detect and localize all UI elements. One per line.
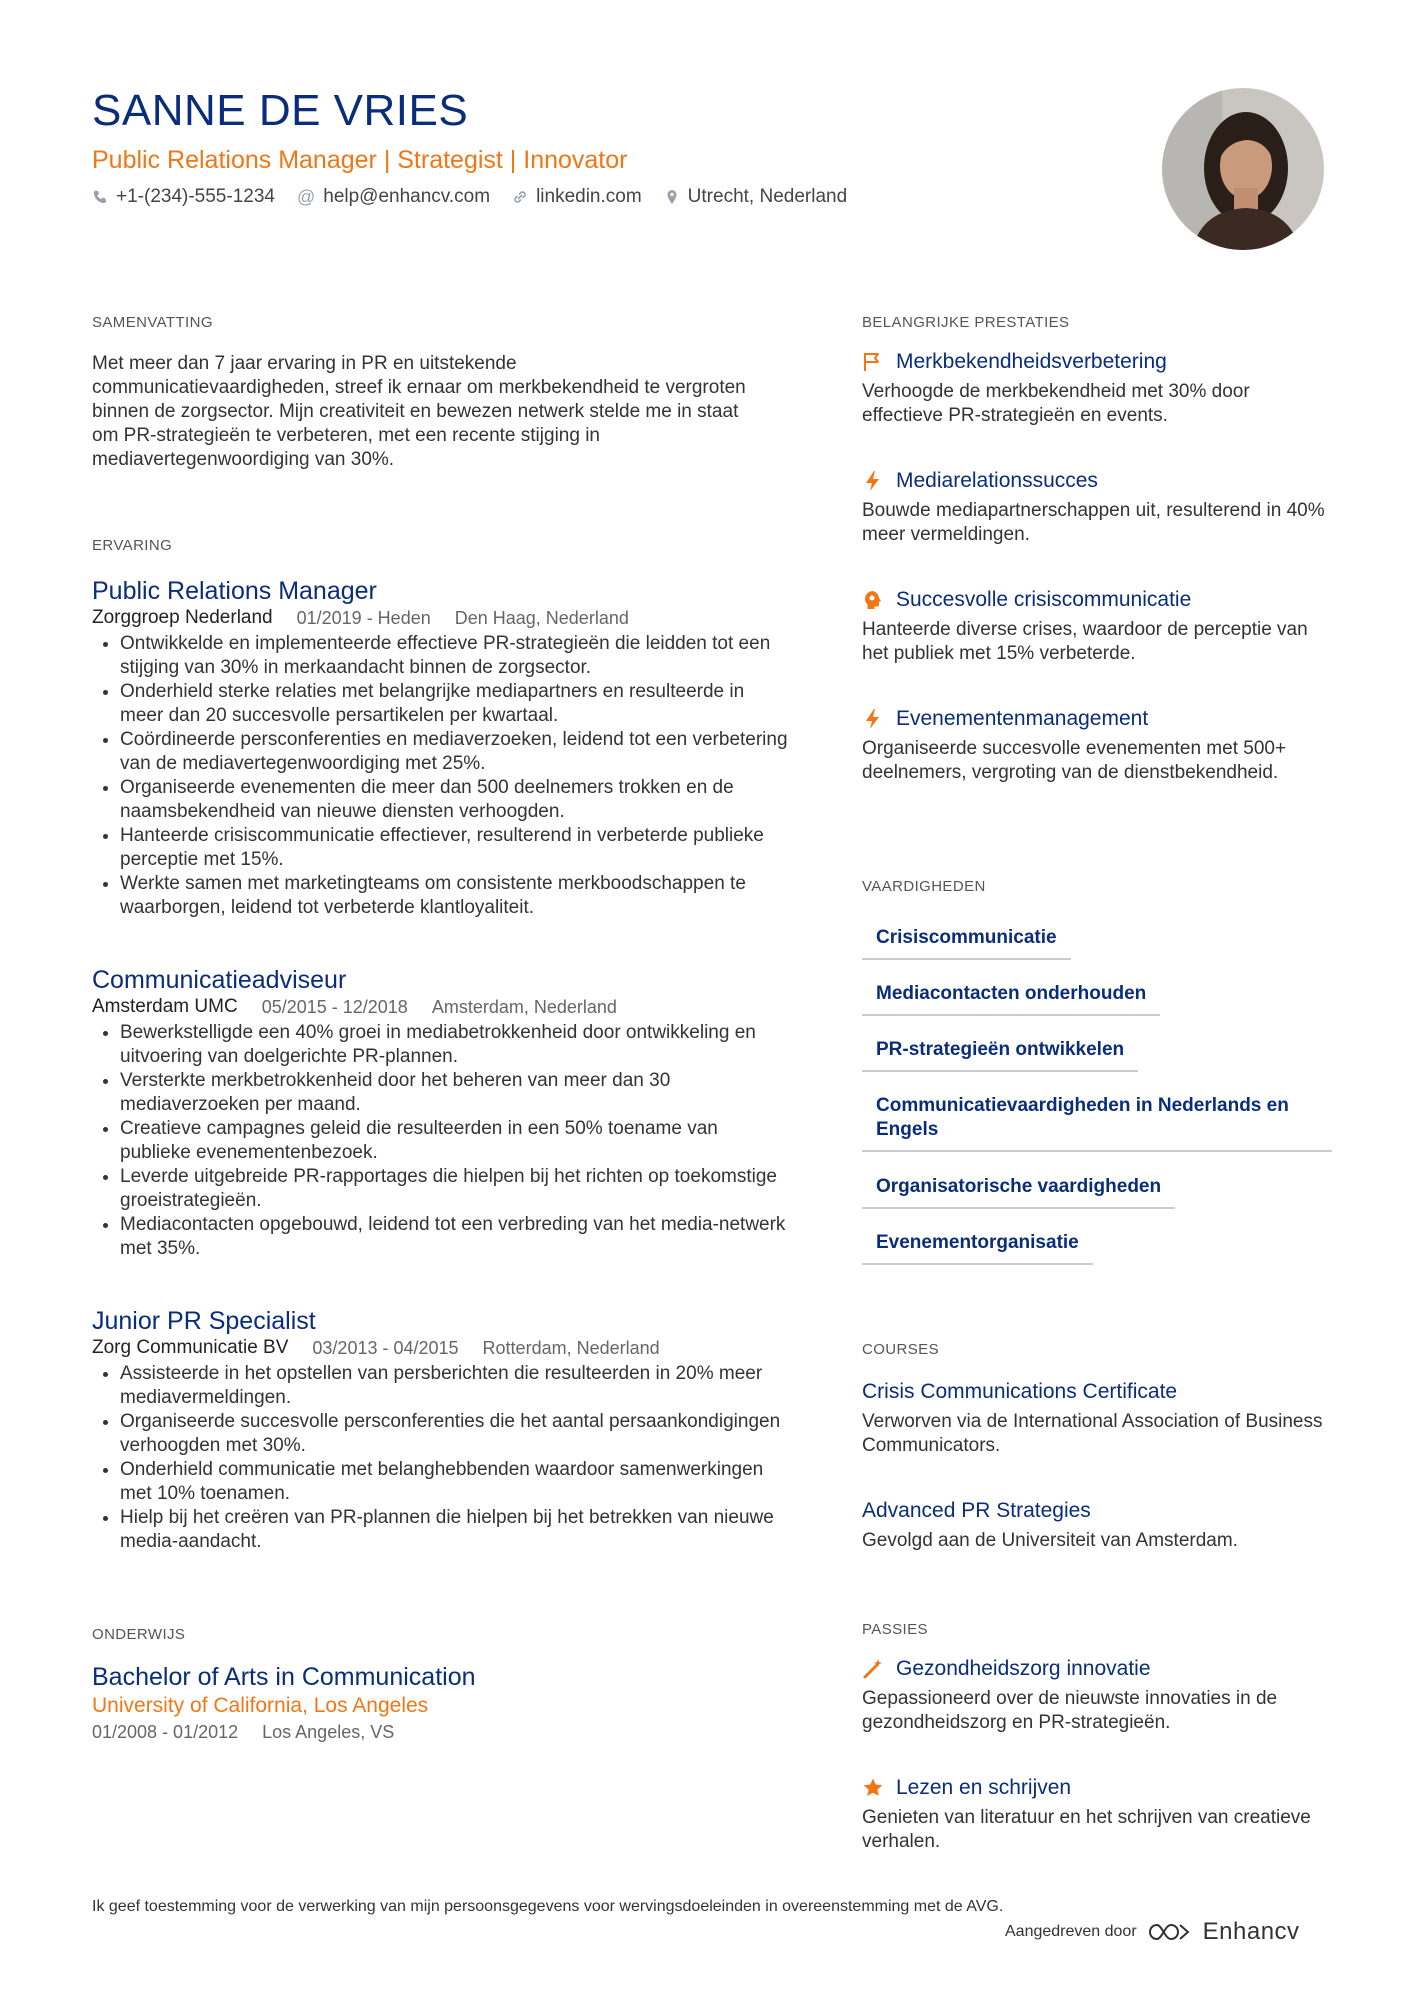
- link-icon: [512, 189, 528, 205]
- achievement-title: Merkbekendheidsverbetering: [896, 350, 1167, 373]
- candidate-headline: Public Relations Manager | Strategist | Innovator: [92, 146, 628, 174]
- job-bullet: • Versterkte merkbetrokkenheid door het beheren van meer dan 30 mediaverzoeken per maand.: [120, 1069, 792, 1117]
- job-bullet: • Bewerkstelligde een 40% groei in mediabetrokkenheid door ontwikkeling en uitvoering van doelgerichte PR-plannen.: [120, 1021, 792, 1069]
- skill-tag-wrap: [862, 982, 1332, 1016]
- achievement-title: Mediarelationssucces: [896, 469, 1098, 492]
- phone-text: +1-(234)-555-1234: [116, 186, 275, 207]
- contact-linkedin[interactable]: [512, 186, 642, 208]
- job-company: Zorggroep Nederland: [92, 607, 273, 628]
- education-meta: [92, 1720, 792, 1744]
- powered-by-label: Aangedreven door: [1005, 1923, 1137, 1940]
- section-heading-passions: PASSIES: [862, 1621, 928, 1638]
- powered-by: [1005, 1918, 1300, 1946]
- skill-tag: Evenementorganisatie: [862, 1231, 1093, 1265]
- skill-tag: Mediacontacten onderhouden: [862, 982, 1160, 1016]
- job-dates: 01/2019 - Heden: [296, 608, 431, 628]
- email-text: help@enhancv.com: [323, 186, 491, 207]
- section-heading-skills: VAARDIGHEDEN: [862, 878, 986, 895]
- job-meta: [92, 1336, 792, 1360]
- job-location: Amsterdam, Nederland: [431, 997, 617, 1017]
- achievement-item: [862, 705, 1332, 785]
- contact-phone[interactable]: [92, 186, 275, 208]
- job-bullet: • Werkte samen met marketingteams om consistente merkboodschappen te waarborgen, leidend tot verbeterde klantloyaliteit.: [120, 872, 792, 920]
- course-title: Advanced PR Strategies: [862, 1499, 1091, 1522]
- lightning-icon: [862, 708, 884, 730]
- course-title: Crisis Communications Certificate: [862, 1380, 1178, 1403]
- job-entry: [92, 1306, 792, 1554]
- flag-icon: [862, 351, 884, 373]
- job-bullet: • Mediacontacten opgebouwd, leidend tot een verbreding van het media-netwerk met 35%.: [120, 1213, 792, 1261]
- job-dates: 05/2015 - 12/2018: [261, 997, 408, 1017]
- skill-tag-wrap: [862, 1038, 1332, 1072]
- job-bullet: • Hielp bij het creëren van PR-plannen die hielpen bij het betrekken van nieuwe media-aandacht.: [120, 1506, 792, 1554]
- summary-text: Met meer dan 7 jaar ervaring in PR en uitstekende communicatievaardigheden, streef ik ernaar om merkbekendheid te vergroten binnen de zorgsector. Mijn creativiteit en bewezen netwerk stelde me in staat om PR-strategieën te verbeteren, met een recente stijging in mediavertegenwoordiging van 30%.: [92, 353, 746, 470]
- achievement-item: [862, 348, 1332, 428]
- section-heading-experience: ERVARING: [92, 537, 173, 554]
- job-bullet: • Organiseerde evenementen die meer dan 500 deelnemers trokken en de naamsbekendheid van nieuwe diensten verhoogden.: [120, 776, 792, 824]
- section-heading-courses: COURSES: [862, 1341, 939, 1358]
- job-dates: 03/2013 - 04/2015: [312, 1338, 459, 1358]
- achievement-item: [862, 586, 1332, 666]
- job-location: Den Haag, Nederland: [454, 608, 629, 628]
- job-entry: [92, 965, 792, 1261]
- job-bullet: • Creatieve campagnes geleid die resulteerden in een 50% toename van publieke evenementenbezoek.: [120, 1117, 792, 1165]
- section-heading-summary: SAMENVATTING: [92, 314, 213, 331]
- phone-icon: [92, 189, 108, 205]
- job-bullets: [92, 632, 792, 920]
- course-item: [862, 1378, 1332, 1458]
- achievement-desc: Verhoogde de merkbekendheid met 30% door effectieve PR-strategieën en events.: [862, 381, 1250, 426]
- location-text: Utrecht, Nederland: [687, 186, 848, 207]
- job-bullet: • Onderhield sterke relaties met belangrijke mediapartners en resulteerde in meer dan 20 succesvolle persartikelen per kwartaal.: [120, 680, 792, 728]
- education-location: Los Angeles, VS: [262, 1722, 395, 1742]
- at-icon: @: [296, 186, 316, 207]
- brand-name[interactable]: Enhancv: [1202, 1918, 1300, 1945]
- contact-email[interactable]: [297, 186, 490, 208]
- consent-text: Ik geef toestemming voor de verwerking van mijn persoonsgegevens voor wervingsdoeleinden in overeenstemming met de AVG.: [92, 1898, 1004, 1915]
- job-bullet: • Organiseerde succesvolle persconferenties die het aantal persaankondigingen verhoogden met 30%.: [120, 1410, 792, 1458]
- magic-wand-icon: [862, 1658, 884, 1680]
- linkedin-text: linkedin.com: [536, 186, 642, 207]
- passion-title: Gezondheidszorg innovatie: [896, 1657, 1151, 1680]
- skill-tag: Organisatorische vaardigheden: [862, 1175, 1175, 1209]
- job-title: Communicatieadviseur: [92, 966, 347, 994]
- skill-tag: PR-strategieën ontwikkelen: [862, 1038, 1138, 1072]
- education-entry: [92, 1662, 792, 1744]
- achievement-title: Evenementenmanagement: [896, 707, 1149, 730]
- enhancv-logo-icon: [1147, 1921, 1193, 1943]
- achievement-desc: Hanteerde diverse crises, waardoor de perceptie van het publiek met 15% verbeterde.: [862, 619, 1308, 664]
- achievement-desc: Bouwde mediapartnerschappen uit, resulterend in 40% meer vermeldingen.: [862, 500, 1325, 545]
- contact-location: [664, 186, 847, 208]
- job-entry: [92, 576, 792, 920]
- passion-item: [862, 1774, 1332, 1854]
- school: University of California, Los Angeles: [92, 1694, 429, 1717]
- education-dates: 01/2008 - 01/2012: [92, 1722, 239, 1742]
- profile-photo: [1162, 88, 1324, 250]
- job-bullet: • Ontwikkelde en implementeerde effectieve PR-strategieën die leidden tot een stijging van 30% in merkaandacht binnen de zorgsector.: [120, 632, 792, 680]
- skill-tag-wrap: [862, 1094, 1332, 1152]
- passion-title: Lezen en schrijven: [896, 1776, 1072, 1799]
- lightning-icon: [862, 470, 884, 492]
- job-title: Junior PR Specialist: [92, 1307, 316, 1335]
- star-icon: [862, 1777, 884, 1799]
- job-company: Zorg Communicatie BV: [92, 1337, 289, 1358]
- skill-tag-wrap: [862, 1231, 1332, 1265]
- skill-tag: Crisiscommunicatie: [862, 926, 1071, 960]
- passion-desc: Gepassioneerd over de nieuwste innovaties in de gezondheidszorg en PR-strategieën.: [862, 1688, 1278, 1733]
- skill-tag: Communicatievaardigheden in Nederlands en Engels: [862, 1094, 1332, 1152]
- achievement-title: Succesvolle crisiscommunicatie: [896, 588, 1192, 611]
- skill-tag-wrap: [862, 1175, 1332, 1209]
- contact-bar: [92, 186, 847, 208]
- section-heading-achievements: BELANGRIJKE PRESTATIES: [862, 314, 1070, 331]
- passion-desc: Genieten van literatuur en het schrijven van creatieve verhalen.: [862, 1807, 1311, 1852]
- skill-tag-wrap: [862, 926, 1332, 960]
- job-location: Rotterdam, Nederland: [482, 1338, 660, 1358]
- achievement-item: [862, 467, 1332, 547]
- job-meta: [92, 606, 792, 630]
- passion-item: [862, 1655, 1332, 1735]
- job-bullet: • Assisteerde in het opstellen van persberichten die resulteerden in 20% meer mediavermeldingen.: [120, 1362, 792, 1410]
- job-bullet: • Hanteerde crisiscommunicatie effectiever, resulterend in verbeterde publieke perceptie met 15%.: [120, 824, 792, 872]
- job-bullets: [92, 1021, 792, 1261]
- course-desc: Verworven via de International Association of Business Communicators.: [862, 1411, 1323, 1456]
- job-company: Amsterdam UMC: [92, 996, 238, 1017]
- job-bullets: [92, 1362, 792, 1554]
- job-bullet: • Onderhield communicatie met belanghebbenden waardoor samenwerkingen met 10% toenamen.: [120, 1458, 792, 1506]
- degree: Bachelor of Arts in Communication: [92, 1663, 476, 1691]
- location-pin-icon: [664, 189, 680, 205]
- job-bullet: • Coördineerde persconferenties en mediaverzoeken, leidend tot een verbetering van de mediavertegenwoordiging met 25%.: [120, 728, 792, 776]
- course-desc: Gevolgd aan de Universiteit van Amsterdam.: [862, 1530, 1238, 1551]
- achievement-desc: Organiseerde succesvolle evenementen met 500+ deelnemers, vergroting van de dienstbekendheid.: [862, 738, 1287, 783]
- section-heading-education: ONDERWIJS: [92, 1626, 186, 1643]
- job-meta: [92, 995, 792, 1019]
- candidate-name: SANNE DE VRIES: [92, 86, 469, 135]
- course-item: [862, 1497, 1332, 1553]
- job-bullet: • Leverde uitgebreide PR-rapportages die hielpen bij het richten op toekomstige groeistrategieën.: [120, 1165, 792, 1213]
- head-icon: [862, 589, 884, 611]
- job-title: Public Relations Manager: [92, 577, 377, 605]
